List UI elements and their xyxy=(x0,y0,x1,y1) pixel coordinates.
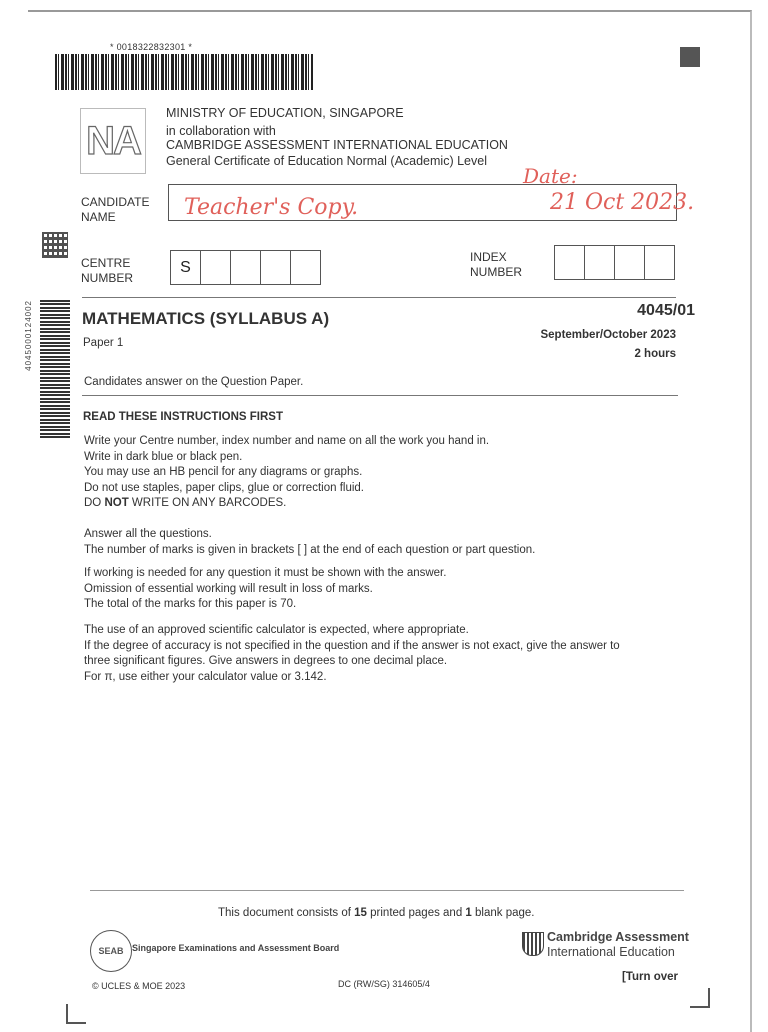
copyright: © UCLES & MOE 2023 xyxy=(92,981,186,991)
instructions-block-4 xyxy=(84,623,620,685)
exam-duration: 2 hours xyxy=(634,348,676,360)
centre-digit-box[interactable] xyxy=(260,250,291,285)
registration-square xyxy=(680,47,700,67)
instructions-heading: READ THESE INSTRUCTIONS FIRST xyxy=(83,411,283,423)
handwritten-date-label: Date: xyxy=(523,164,578,188)
instruction-line: The number of marks is given in brackets [ ] at the end of each question or part question. xyxy=(84,543,536,556)
header-cambridge: CAMBRIDGE ASSESSMENT INTERNATIONAL EDUCATION xyxy=(166,138,508,152)
page-count-prefix: This document consists of xyxy=(218,907,355,919)
index-label-2: NUMBER xyxy=(470,265,523,279)
centre-digit-box[interactable] xyxy=(290,250,321,285)
answer-note: Candidates answer on the Question Paper. xyxy=(84,376,304,388)
blank-count: 1 xyxy=(465,907,472,919)
top-barcode xyxy=(55,54,313,90)
instructions-block-1 xyxy=(84,434,489,512)
qr-code xyxy=(42,232,68,258)
turn-over: [Turn over xyxy=(622,971,679,983)
header-ministry: MINISTRY OF EDUCATION, SINGAPORE xyxy=(166,106,404,120)
instruction-line: Do not use staples, paper clips, glue or correction fluid. xyxy=(84,481,364,494)
candidate-label-1: CANDIDATE xyxy=(81,195,150,209)
instructions-block-2 xyxy=(84,527,535,558)
handwritten-name: Teacher's Copy. xyxy=(184,195,359,220)
index-digit-box[interactable] xyxy=(554,245,585,280)
instruction-line: Answer all the questions. xyxy=(84,528,212,540)
divider-footer xyxy=(90,890,684,891)
instruction-line: three significant figures. Give answers in degrees to one decimal place. xyxy=(84,655,448,667)
paper-title: MATHEMATICS (SYLLABUS A) xyxy=(82,309,330,328)
cambridge-line-1: Cambridge Assessment xyxy=(547,930,689,944)
paper-number: Paper 1 xyxy=(83,337,124,349)
side-barcode xyxy=(40,298,70,438)
exam-session: September/October 2023 xyxy=(540,329,676,341)
seab-logo: SEAB xyxy=(90,930,132,972)
seab-name: Singapore Examinations and Assessment Board xyxy=(132,943,340,953)
handwritten-date: 21 Oct 2023. xyxy=(550,190,695,215)
barcode-number: * 0018322832301 * xyxy=(110,42,193,52)
paper-code: 4045/01 xyxy=(637,302,695,319)
barcode-line-bold: NOT xyxy=(104,497,129,509)
index-digit-box[interactable] xyxy=(644,245,675,280)
cambridge-shield-icon xyxy=(522,932,544,956)
instruction-line: The use of an approved scientific calculator is expected, where appropriate. xyxy=(84,624,469,636)
instruction-line: If working is needed for any question it must be shown with the answer. xyxy=(84,567,447,579)
divider-middle xyxy=(82,395,678,396)
instruction-line-barcodes xyxy=(84,496,489,512)
instruction-line: Write your Centre number, index number and name on all the work you hand in. xyxy=(84,435,490,447)
header-level: General Certificate of Education Normal (Academic) Level xyxy=(166,154,487,168)
instruction-line: For π, use either your calculator value or 3.142. xyxy=(84,670,327,683)
page-count-middle: printed pages and xyxy=(366,907,466,919)
barcode-line-suffix: WRITE ON ANY BARCODES. xyxy=(128,497,287,509)
instruction-line: Omission of essential working will result in loss of marks. xyxy=(84,582,373,595)
barcode-line-prefix: DO xyxy=(84,497,105,509)
centre-prefix-box: S xyxy=(170,250,201,285)
cambridge-line-2: International Education xyxy=(547,945,675,959)
candidate-label-2: NAME xyxy=(81,210,116,224)
page-count-suffix: blank page. xyxy=(471,907,535,919)
instruction-line: Write in dark blue or black pen. xyxy=(84,450,243,463)
corner-mark-right xyxy=(690,988,710,1008)
centre-label-1: CENTRE xyxy=(81,256,131,270)
index-digit-box[interactable] xyxy=(614,245,645,280)
na-logo: NA xyxy=(80,108,146,174)
divider-top xyxy=(82,297,676,298)
instruction-line: You may use an HB pencil for any diagrams or graphs. xyxy=(84,466,363,478)
instruction-line: The total of the marks for this paper is 70. xyxy=(84,598,297,610)
instructions-block-3 xyxy=(84,566,446,613)
centre-label-2: NUMBER xyxy=(81,271,134,285)
index-label-1: INDEX xyxy=(470,250,507,264)
centre-digit-box[interactable] xyxy=(230,250,261,285)
page-count: 15 xyxy=(354,907,367,919)
header-collaboration: in collaboration with xyxy=(166,124,276,138)
centre-digit-box[interactable] xyxy=(200,250,231,285)
corner-mark-left xyxy=(66,1004,86,1024)
document-code: DC (RW/SG) 314605/4 xyxy=(338,979,430,989)
index-digit-box[interactable] xyxy=(584,245,615,280)
side-barcode-number: 4045000124002 xyxy=(24,300,33,371)
page-count-line xyxy=(218,907,535,919)
instruction-line: If the degree of accuracy is not specified in the question and if the answer is not exact, give the answer to xyxy=(84,639,620,652)
